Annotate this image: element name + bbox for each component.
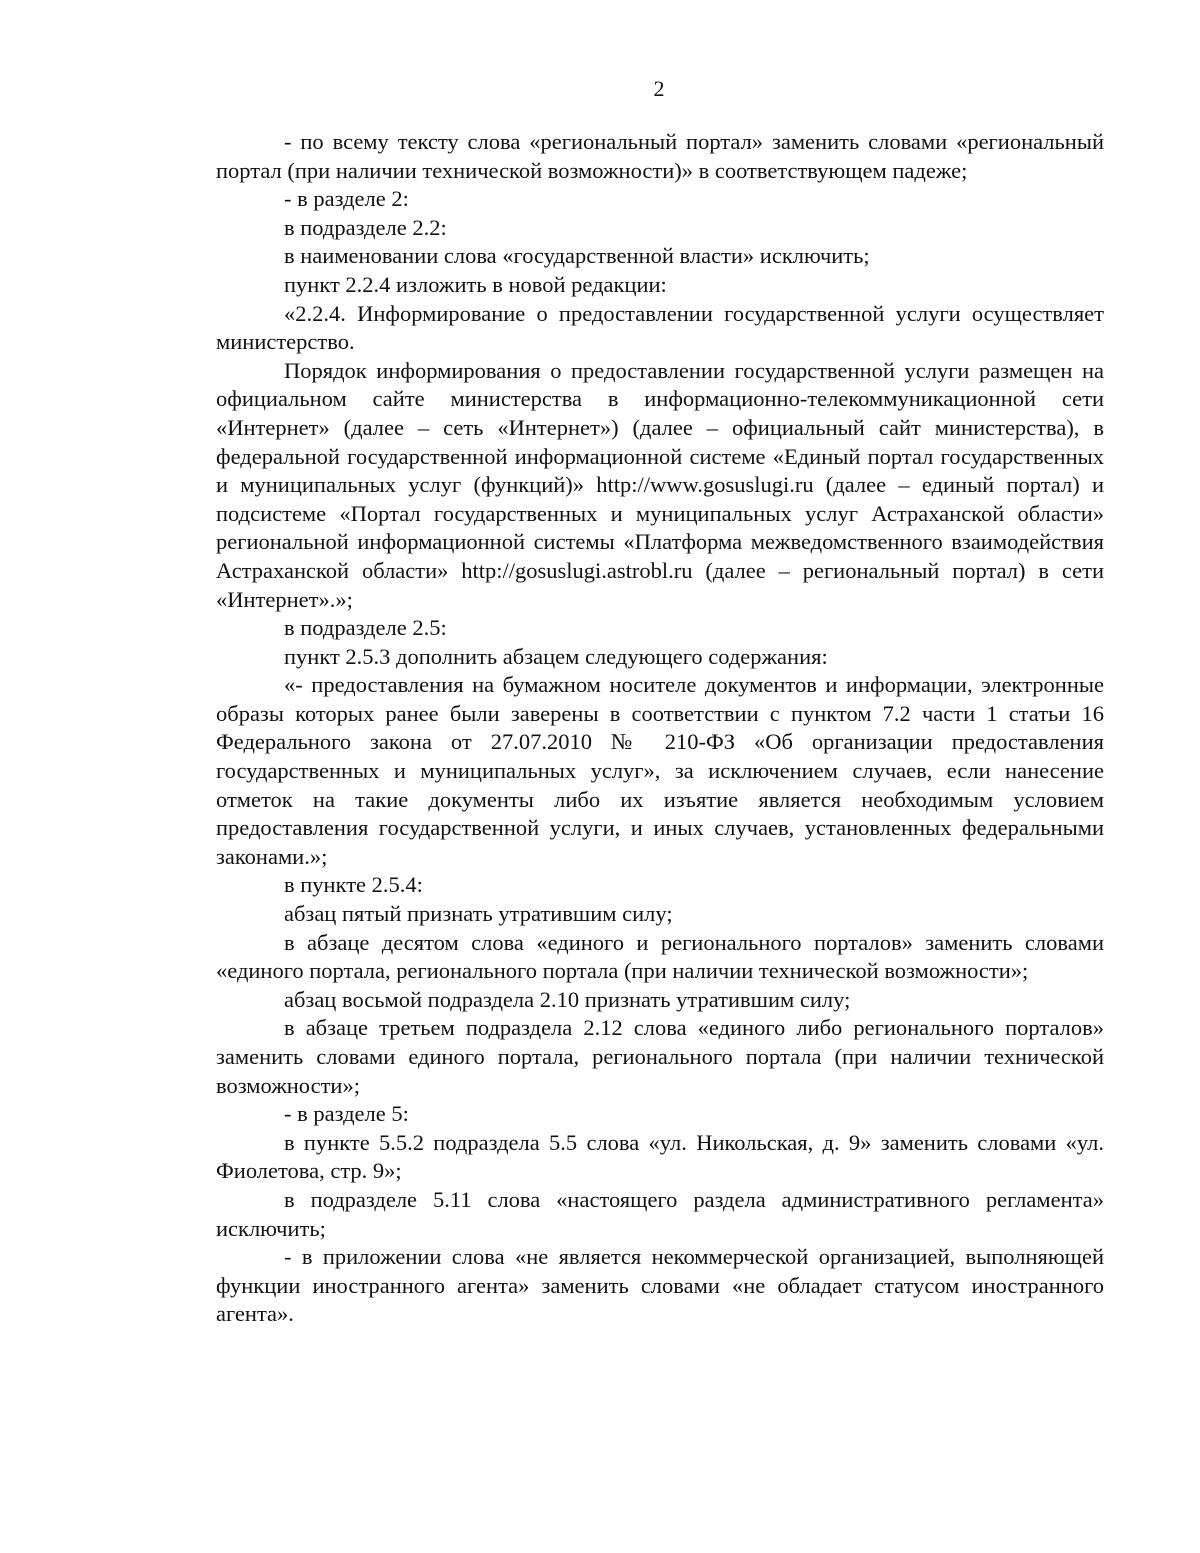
paragraph-10: «- предоставления на бумажном носителе документов и информации, электронные образы которых ранее были заверены в соответствии с пунктом 7.2 части 1 статьи 16 Федерального закона от 27.07.2010 № 210-ФЗ «Об организации предоставления государственных и муниципальных услуг», за исключением случаев, если нанесение отметок на такие документы либо их изъятие является необходимым условием предоставления государственной услуги, и иных случаев, установленных федеральными законами.»; [216,672,1104,869]
paragraph-1: - по всему тексту слова «региональный портал» заменить словами «региональный портал (при наличии технической возможности)» в соответствующем падеже; [216,129,1104,183]
paragraph-12: абзац пятый признать утратившим силу; [284,901,673,927]
paragraph-11: в пункте 2.5.4: [284,872,423,898]
document-body [216,128,1104,1329]
page-number: 2 [653,76,665,101]
paragraph-5: пункт 2.2.4 изложить в новой редакции: [284,271,667,297]
paragraph-16: - в разделе 5: [284,1101,409,1127]
paragraph-7: Порядок информирования о предоставлении государственной услуги размещен на официальном сайте министерства в информационно-телекоммуникационной сети «Интернет» (далее – сеть «Интернет») (далее – официальный сайт министерства), в федеральной государственной информационной системе «Единый портал государственных и муниципальных услуг (функций)» http://www.gosuslugi.ru (далее – единый портал) и подсистеме «Портал государственных и муниципальных услуг Астраханской области» региональной информационной системы «Платформа межведомственного взаимодействия Астраханской области» http://gosuslugi.astrobl.ru (далее – региональный портал) в сети «Интернет».»; [216,357,1104,612]
paragraph-2: - в разделе 2: [284,186,409,212]
paragraph-9: пункт 2.5.3 дополнить абзацем следующего содержания: [284,643,828,669]
paragraph-4: в наименовании слова «государственной власти» исключить; [284,243,870,269]
paragraph-19: - в приложении слова «не является некоммерческой организацией, выполняющей функции иностранного агента» заменить словами «не обладает статусом иностранного агента». [216,1244,1104,1327]
paragraph-3: в подразделе 2.2: [284,214,447,240]
paragraph-8: в подразделе 2.5: [284,615,447,641]
paragraph-14: абзац восьмой подраздела 2.10 признать утратившим силу; [284,986,851,1012]
paragraph-17: в пункте 5.5.2 подраздела 5.5 слова «ул. Никольская, д. 9» заменить словами «ул. Фиолетова, стр. 9»; [216,1129,1104,1184]
paragraph-6: «2.2.4. Информирование о предоставлении государственной услуги осуществляет министерство. [216,300,1104,355]
paragraph-15: в абзаце третьем подраздела 2.12 слова «единого либо регионального порталов» заменить словами единого портала, регионального портала (при наличии технической возможности»; [216,1015,1104,1098]
paragraph-13: в абзаце десятом слова «единого и регионального порталов» заменить словами «единого портала, регионального портала (при наличии технической возможности»; [216,929,1104,984]
paragraph-18: в подразделе 5.11 слова «настоящего раздела административного регламента» исключить; [216,1186,1104,1241]
